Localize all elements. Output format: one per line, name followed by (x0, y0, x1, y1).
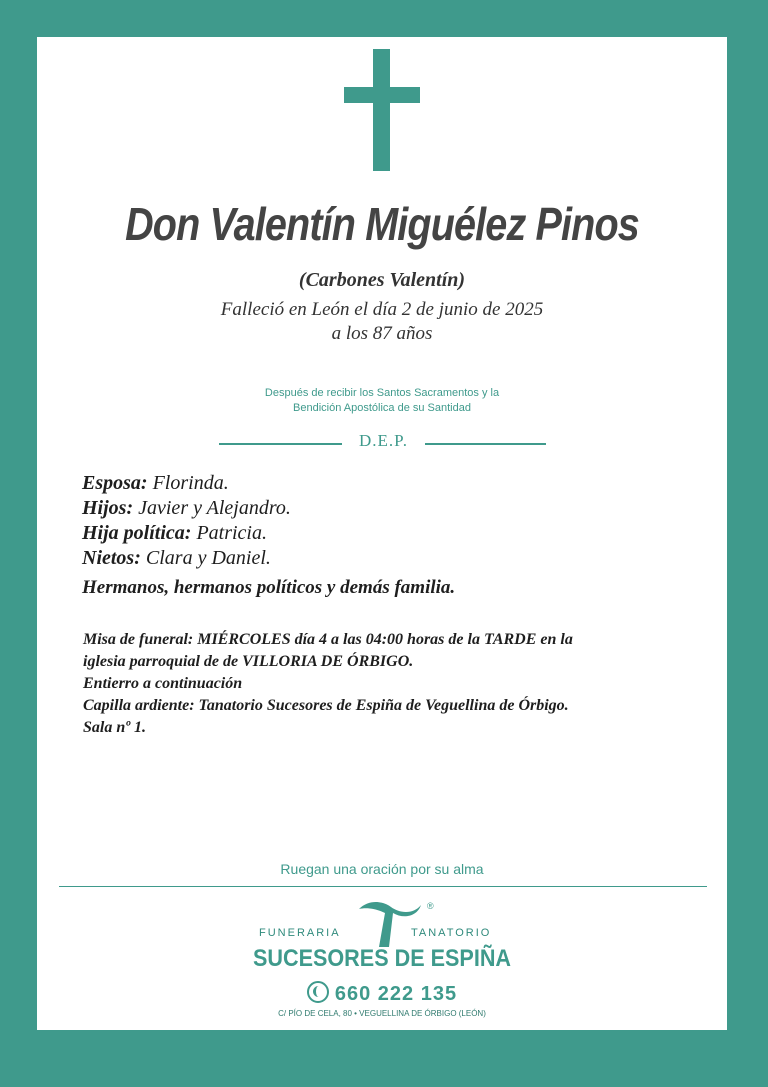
funeraria-label: FUNERARIA (259, 927, 341, 939)
family-value: Patricia. (191, 522, 267, 544)
deceased-name: Don Valentín Miguélez Pinos (125, 198, 639, 250)
address: C/ PÍO DE CELA, 80 • VEGUELLINA DE ÓRBIGO (LEÓN) (278, 1009, 486, 1018)
family-extra: Hermanos, hermanos políticos y demás familia. (82, 577, 456, 598)
funeral-line: Entierro a continuación (83, 675, 243, 692)
funeral-home-logo-icon (355, 895, 425, 951)
phone-block (37, 981, 727, 1006)
family-label: Esposa: (82, 472, 148, 494)
phone-number: 660 222 135 (334, 983, 458, 1005)
family-row-spouse (82, 471, 455, 496)
footer-divider (59, 886, 707, 887)
nickname: (Carbones Valentín) (298, 269, 466, 291)
family-list (82, 471, 455, 600)
divider-left (219, 443, 342, 445)
prayer-request: Ruegan una oración por su alma (280, 861, 484, 877)
obituary-card (37, 37, 727, 1030)
funeral-line: Misa de funeral: MIÉRCOLES día 4 a las 04:00 horas de la TARDE en la (83, 631, 573, 648)
funeral-details (83, 629, 723, 739)
family-row-daughter-in-law (82, 521, 455, 546)
family-label: Nietos: (82, 547, 141, 569)
registered-mark: ® (427, 901, 434, 911)
funeral-line: Capilla ardiente: Tanatorio Sucesores de Espiña de Veguellina de Órbigo. (83, 697, 569, 714)
cross-icon (344, 49, 420, 171)
phone-icon (307, 981, 329, 1003)
family-value: Clara y Daniel. (140, 547, 271, 569)
divider-right (425, 443, 546, 445)
sacraments-line-1: Después de recibir los Santos Sacramentos y la (264, 387, 500, 399)
family-row-grandchildren (82, 546, 455, 571)
family-value: Florinda. (147, 472, 229, 494)
family-value: Javier y Alejandro. (133, 497, 291, 519)
age-info: a los 87 años (331, 323, 433, 344)
family-label: Hija política: (82, 522, 192, 544)
family-label: Hijos: (82, 497, 134, 519)
death-info: Falleció en León el día 2 de junio de 2025 (220, 299, 544, 320)
funeral-line: Sala nº 1. (83, 719, 147, 736)
sacraments-line-2: Bendición Apostólica de su Santidad (293, 402, 471, 414)
family-row-children (82, 496, 455, 521)
funeral-line: iglesia parroquial de de VILLORIA DE ÓRBIGO. (83, 653, 414, 670)
rip-label: D.E.P. (359, 431, 408, 450)
brand-name: SUCESORES DE ESPIÑA (252, 945, 512, 972)
tanatorio-label: TANATORIO (411, 927, 492, 939)
